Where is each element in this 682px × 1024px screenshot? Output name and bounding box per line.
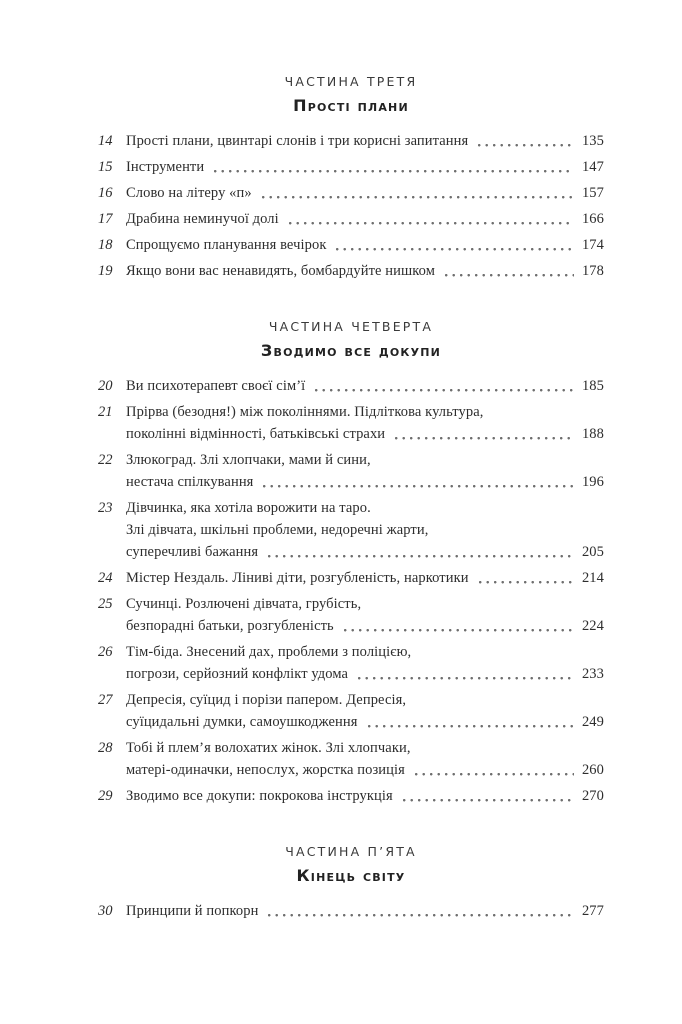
entry-body xyxy=(126,567,604,589)
toc-entry xyxy=(98,156,604,178)
page-number: 157 xyxy=(581,185,604,201)
entry-body xyxy=(126,900,604,922)
chapter-number: 19 xyxy=(98,263,113,279)
entry-body xyxy=(126,497,604,563)
entry-body xyxy=(126,182,604,204)
entry-title-line: Спрощуємо планування вечірок xyxy=(126,237,327,253)
entry-title-line: Дівчинка, яка хотіла ворожити на таро. xyxy=(126,500,371,516)
entry-title-line: матері-одиначки, непослух, жорстка позиція xyxy=(126,762,405,778)
chapter-number: 25 xyxy=(98,596,113,612)
page-number: 185 xyxy=(581,378,604,394)
dot-leader xyxy=(268,555,574,558)
chapter-number: 16 xyxy=(98,185,113,201)
page-number: 249 xyxy=(581,714,604,730)
entry-body xyxy=(126,130,604,152)
part-label: ЧАСТИНА П’ЯТА xyxy=(285,844,417,859)
part-title: Прості плани xyxy=(293,96,409,115)
page-number: 135 xyxy=(581,133,604,149)
entry-title-line: Принципи й попкорн xyxy=(126,903,259,919)
page-number: 196 xyxy=(581,474,604,490)
dot-leader xyxy=(214,170,574,173)
toc-entry xyxy=(98,401,604,445)
chapter-number: 29 xyxy=(98,788,113,804)
entry-body xyxy=(126,449,604,493)
chapter-number: 15 xyxy=(98,159,113,175)
page-number: 166 xyxy=(581,211,604,227)
dot-leader xyxy=(289,222,574,225)
entry-title-line: нестача спілкування xyxy=(126,474,254,490)
entry-last-line xyxy=(126,663,604,685)
dot-leader xyxy=(479,581,574,584)
chapter-number: 28 xyxy=(98,740,113,756)
dot-leader xyxy=(262,196,574,199)
chapter-number: 26 xyxy=(98,644,113,660)
dot-leader xyxy=(415,773,574,776)
entry-last-line xyxy=(126,208,604,230)
entry-body xyxy=(126,785,604,807)
chapter-number: 23 xyxy=(98,500,113,516)
page-number: 260 xyxy=(581,762,604,778)
toc-section xyxy=(98,844,604,922)
dot-leader xyxy=(368,725,574,728)
chapter-number: 14 xyxy=(98,133,113,149)
entry-title-line: Прірва (безодня!) між поколіннями. Підліткова культура, xyxy=(126,404,484,420)
entry-title-line: поколінні відмінності, батьківські страхи xyxy=(126,426,386,442)
entry-body xyxy=(126,260,604,282)
chapter-number: 17 xyxy=(98,211,113,227)
toc-entry xyxy=(98,900,604,922)
toc-entry xyxy=(98,593,604,637)
entry-last-line xyxy=(126,375,604,397)
entry-body xyxy=(126,737,604,781)
part-label: ЧАСТИНА ТРЕТЯ xyxy=(284,74,418,89)
page-number: 214 xyxy=(581,570,604,586)
entry-title-line: Драбина неминучої долі xyxy=(126,211,279,227)
toc-section xyxy=(98,74,604,282)
part-title: Зводимо все докупи xyxy=(260,341,442,360)
entry-last-line xyxy=(126,541,604,563)
page-number: 174 xyxy=(581,237,604,253)
chapter-number: 20 xyxy=(98,378,113,394)
toc-section xyxy=(98,319,604,807)
dot-leader xyxy=(395,437,574,440)
entry-last-line xyxy=(126,567,604,589)
chapter-number: 24 xyxy=(98,570,113,586)
part-header xyxy=(98,74,604,115)
entry-title-line: суїцидальні думки, самоушкодження xyxy=(126,714,358,730)
dot-leader xyxy=(403,799,574,802)
part-title: Кінець світу xyxy=(296,866,406,885)
entry-last-line xyxy=(126,615,604,637)
entry-last-line xyxy=(126,471,604,493)
entry-body xyxy=(126,208,604,230)
entry-title-line: Слово на літеру «п» xyxy=(126,185,252,201)
page-number: 270 xyxy=(581,788,604,804)
toc-entry xyxy=(98,130,604,152)
toc-entry xyxy=(98,497,604,563)
entry-title-line: безпорадні батьки, розгубленість xyxy=(126,618,334,634)
entry-title-line: Містер Нездаль. Ліниві діти, розгубленість, наркотики xyxy=(126,570,469,586)
entry-last-line xyxy=(126,711,604,733)
entry-title-line: Сучинці. Розлючені дівчата, грубість, xyxy=(126,596,362,612)
entry-body xyxy=(126,401,604,445)
chapter-number: 27 xyxy=(98,692,113,708)
entry-last-line xyxy=(126,130,604,152)
page-number: 147 xyxy=(581,159,604,175)
chapter-number: 30 xyxy=(98,903,113,919)
chapter-number: 21 xyxy=(98,404,113,420)
chapter-number: 22 xyxy=(98,452,113,468)
entry-body xyxy=(126,375,604,397)
entry-title-line: Інструменти xyxy=(126,159,205,175)
toc-entry xyxy=(98,208,604,230)
dot-leader xyxy=(478,144,574,147)
toc-entry xyxy=(98,449,604,493)
entry-title-line: Злі дівчата, шкільні проблеми, недоречні жарти, xyxy=(126,522,429,538)
toc-entry xyxy=(98,567,604,589)
entry-title-line: Тобі й плем’я волохатих жінок. Злі хлопчаки, xyxy=(126,740,411,756)
entry-title-line: Прості плани, цвинтарі слонів і три корисні запитання xyxy=(126,133,469,149)
dot-leader xyxy=(358,677,574,680)
part-header xyxy=(98,844,604,885)
entry-title-line: Депресія, суїцид і порізи папером. Депресія, xyxy=(126,692,407,708)
entry-last-line xyxy=(126,182,604,204)
dot-leader xyxy=(315,389,574,392)
page-number: 188 xyxy=(581,426,604,442)
entry-title-line: Тім-біда. Знесений дах, проблеми з поліцією, xyxy=(126,644,412,660)
part-label: ЧАСТИНА ЧЕТВЕРТА xyxy=(268,319,434,334)
dot-leader xyxy=(344,629,574,632)
dot-leader xyxy=(445,274,574,277)
entry-body xyxy=(126,689,604,733)
entry-title-line: погрози, серйозний конфлікт удома xyxy=(126,666,349,682)
page-number: 277 xyxy=(581,903,604,919)
part-header xyxy=(98,319,604,360)
entry-last-line xyxy=(126,234,604,256)
page-number: 233 xyxy=(581,666,604,682)
entry-body xyxy=(126,234,604,256)
toc-entry xyxy=(98,234,604,256)
chapter-number: 18 xyxy=(98,237,113,253)
toc-entry xyxy=(98,182,604,204)
entry-title-line: Зводимо все докупи: покрокова інструкція xyxy=(126,788,393,804)
dot-leader xyxy=(336,248,573,251)
entry-title-line: Ви психотерапевт своєї сім’ї xyxy=(126,378,306,394)
entry-last-line xyxy=(126,759,604,781)
page-number: 224 xyxy=(581,618,604,634)
toc-entry xyxy=(98,737,604,781)
entry-last-line xyxy=(126,156,604,178)
entry-title-line: суперечливі бажання xyxy=(126,544,259,560)
entry-last-line xyxy=(126,260,604,282)
dot-leader xyxy=(268,914,574,917)
toc-entry xyxy=(98,641,604,685)
toc-entry xyxy=(98,689,604,733)
entry-last-line xyxy=(126,900,604,922)
entry-last-line xyxy=(126,423,604,445)
entry-last-line xyxy=(126,785,604,807)
page-number: 178 xyxy=(581,263,604,279)
toc-entry xyxy=(98,375,604,397)
toc-entry xyxy=(98,785,604,807)
entry-body xyxy=(126,156,604,178)
toc-entry xyxy=(98,260,604,282)
entry-body xyxy=(126,641,604,685)
entry-title-line: Злюкоград. Злі хлопчаки, мами й сини, xyxy=(126,452,371,468)
toc xyxy=(98,74,604,922)
entry-title-line: Якщо вони вас ненавидять, бомбардуйте нишком xyxy=(126,263,436,279)
entry-body xyxy=(126,593,604,637)
page-number: 205 xyxy=(581,544,604,560)
dot-leader xyxy=(263,485,573,488)
